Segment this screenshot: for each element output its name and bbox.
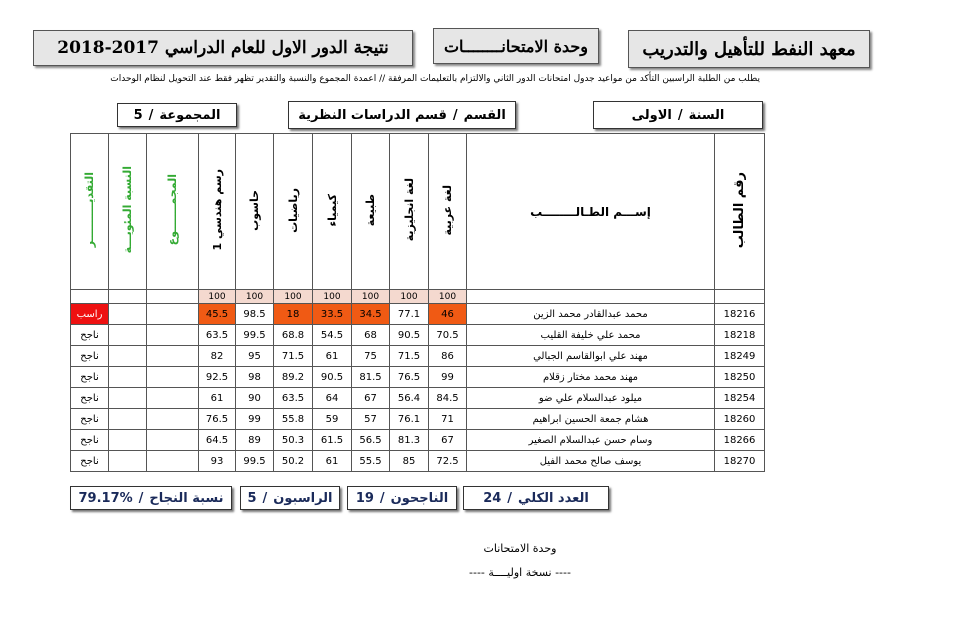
mark-cell: 89 bbox=[236, 430, 274, 451]
max-empty bbox=[715, 290, 765, 304]
mark-cell: 99 bbox=[429, 367, 467, 388]
total-header-text: المجمـــــــوع bbox=[166, 174, 179, 246]
department-box bbox=[288, 101, 516, 129]
total-count-sep: / bbox=[507, 490, 513, 506]
max-marks-row bbox=[71, 290, 765, 304]
student-no-cell: 18249 bbox=[715, 346, 765, 367]
max-empty bbox=[467, 290, 715, 304]
exam-unit-title-text: وحدة الامتحانــــــــات bbox=[443, 36, 589, 56]
status-cell: ناجح bbox=[71, 409, 109, 430]
pass-rate-value: 79.17% bbox=[78, 490, 133, 506]
mark-cell: 61 bbox=[313, 346, 352, 367]
grade-header bbox=[71, 134, 109, 290]
total-cell bbox=[147, 430, 199, 451]
mark-cell: 55.5 bbox=[352, 451, 390, 472]
mark-cell: 50.2 bbox=[274, 451, 313, 472]
mark-cell: 61.5 bbox=[313, 430, 352, 451]
percentage-cell bbox=[109, 346, 147, 367]
student-name-cell: مهند محمد مختار زقلام bbox=[467, 367, 715, 388]
student-no-cell: 18260 bbox=[715, 409, 765, 430]
failed-count-value: 5 bbox=[247, 490, 257, 506]
mark-cell: 67 bbox=[429, 430, 467, 451]
failed-count-sep: / bbox=[262, 490, 268, 506]
subject-header-text: رسم هندسي 1 bbox=[210, 169, 224, 251]
result-title-text: نتيجة الدور الاول للعام الدراسي 2017-2018 bbox=[57, 38, 389, 58]
header-row bbox=[71, 134, 765, 290]
percentage-cell bbox=[109, 451, 147, 472]
mark-cell: 82 bbox=[199, 346, 236, 367]
institute-title-text: معهد النفط للتأهيل والتدريب bbox=[642, 38, 856, 60]
status-cell: ناجح bbox=[71, 388, 109, 409]
dept-value: قسم الدراسات النظرية bbox=[298, 107, 447, 123]
notice-text: يطلب من الطلبة الراسبين التأكد من مواعيد جدول امتحانات الدور الثاني والالتزام بالتعليمات المرفقة // اعمدة المجموع والنسبة والتقدير تظهر فقط عند التحويل لنظام الوحدات bbox=[110, 74, 760, 84]
mark-cell: 64.5 bbox=[199, 430, 236, 451]
group-label: المجموعة bbox=[159, 107, 221, 123]
group-box bbox=[117, 103, 237, 127]
mark-cell: 71 bbox=[429, 409, 467, 430]
result-title bbox=[33, 30, 413, 66]
pass-rate-label: نسبة النجاح bbox=[149, 490, 224, 506]
total-count-box bbox=[463, 486, 609, 510]
passed-count-label: الناجحون bbox=[390, 490, 449, 506]
passed-count-box bbox=[347, 486, 457, 510]
results-table bbox=[70, 133, 765, 472]
mark-cell: 85 bbox=[390, 451, 429, 472]
passed-count-sep: / bbox=[379, 490, 385, 506]
student-no-cell: 18216 bbox=[715, 304, 765, 325]
max-mark: 100 bbox=[352, 290, 390, 304]
subject-header bbox=[274, 134, 313, 290]
mark-cell: 84.5 bbox=[429, 388, 467, 409]
mark-cell: 61 bbox=[199, 388, 236, 409]
subject-header bbox=[429, 134, 467, 290]
max-empty bbox=[71, 290, 109, 304]
mark-cell: 34.5 bbox=[352, 304, 390, 325]
passed-count-value: 19 bbox=[355, 490, 374, 506]
table-row bbox=[71, 346, 765, 367]
status-cell: ناجح bbox=[71, 325, 109, 346]
group-sep: / bbox=[148, 107, 154, 123]
student-no-cell: 18250 bbox=[715, 367, 765, 388]
student-no-cell: 18266 bbox=[715, 430, 765, 451]
subject-header-text: حاسوب bbox=[248, 189, 261, 231]
mark-cell: 33.5 bbox=[313, 304, 352, 325]
subject-header-text: لغة انجليزية bbox=[402, 178, 416, 242]
max-mark: 100 bbox=[390, 290, 429, 304]
mark-cell: 81.3 bbox=[390, 430, 429, 451]
year-value: الاولى bbox=[631, 107, 672, 123]
mark-cell: 95 bbox=[236, 346, 274, 367]
total-cell bbox=[147, 388, 199, 409]
mark-cell: 46 bbox=[429, 304, 467, 325]
subject-header bbox=[236, 134, 274, 290]
mark-cell: 92.5 bbox=[199, 367, 236, 388]
mark-cell: 54.5 bbox=[313, 325, 352, 346]
mark-cell: 63.5 bbox=[199, 325, 236, 346]
subject-header bbox=[199, 134, 236, 290]
mark-cell: 90.5 bbox=[390, 325, 429, 346]
mark-cell: 86 bbox=[429, 346, 467, 367]
table-row bbox=[71, 367, 765, 388]
total-cell bbox=[147, 304, 199, 325]
percentage-header bbox=[109, 134, 147, 290]
failed-count-box bbox=[240, 486, 340, 510]
student-no-cell: 18254 bbox=[715, 388, 765, 409]
max-empty bbox=[147, 290, 199, 304]
table-row bbox=[71, 451, 765, 472]
percentage-cell bbox=[109, 409, 147, 430]
subject-header-text: رياضيات bbox=[286, 187, 300, 233]
percentage-cell bbox=[109, 388, 147, 409]
max-empty bbox=[109, 290, 147, 304]
total-cell bbox=[147, 367, 199, 388]
max-mark: 100 bbox=[274, 290, 313, 304]
mark-cell: 45.5 bbox=[199, 304, 236, 325]
student-name-cell: مهند علي ابوالقاسم الجبالي bbox=[467, 346, 715, 367]
mark-cell: 77.1 bbox=[390, 304, 429, 325]
mark-cell: 68.8 bbox=[274, 325, 313, 346]
pass-rate-sep: / bbox=[138, 490, 144, 506]
mark-cell: 57 bbox=[352, 409, 390, 430]
table-row bbox=[71, 388, 765, 409]
mark-cell: 63.5 bbox=[274, 388, 313, 409]
mark-cell: 98 bbox=[236, 367, 274, 388]
mark-cell: 89.2 bbox=[274, 367, 313, 388]
student-name-cell: ميلود عبدالسلام علي ضو bbox=[467, 388, 715, 409]
mark-cell: 90 bbox=[236, 388, 274, 409]
subject-header bbox=[390, 134, 429, 290]
mark-cell: 67 bbox=[352, 388, 390, 409]
mark-cell: 76.5 bbox=[199, 409, 236, 430]
subject-header-text: طبيعة bbox=[364, 193, 377, 227]
status-cell: ناجح bbox=[71, 346, 109, 367]
grade-header-text: التقديــــــــــر bbox=[83, 172, 96, 248]
mark-cell: 18 bbox=[274, 304, 313, 325]
total-count-value: 24 bbox=[483, 490, 502, 506]
mark-cell: 64 bbox=[313, 388, 352, 409]
total-cell bbox=[147, 409, 199, 430]
year-sep: / bbox=[677, 107, 683, 123]
max-mark: 100 bbox=[199, 290, 236, 304]
mark-cell: 99 bbox=[236, 409, 274, 430]
max-mark: 100 bbox=[429, 290, 467, 304]
student-name-cell: يوسف صالح محمد الفيل bbox=[467, 451, 715, 472]
student-no-cell: 18270 bbox=[715, 451, 765, 472]
failed-count-label: الراسبون bbox=[273, 490, 333, 506]
mark-cell: 71.5 bbox=[274, 346, 313, 367]
subject-header bbox=[313, 134, 352, 290]
total-cell bbox=[147, 451, 199, 472]
total-cell bbox=[147, 346, 199, 367]
student-name-cell: محمد علي خليفة القليب bbox=[467, 325, 715, 346]
mark-cell: 90.5 bbox=[313, 367, 352, 388]
mark-cell: 61 bbox=[313, 451, 352, 472]
student-name-cell: محمد عبدالقادر محمد الزين bbox=[467, 304, 715, 325]
year-label: السنة bbox=[688, 107, 725, 123]
table-row bbox=[71, 430, 765, 451]
mark-cell: 68 bbox=[352, 325, 390, 346]
year-box bbox=[593, 101, 763, 129]
subject-header-text: لغة عربية bbox=[441, 184, 454, 236]
pass-rate-box bbox=[70, 486, 232, 510]
mark-cell: 72.5 bbox=[429, 451, 467, 472]
percentage-header-text: النسبة المئويـــة bbox=[121, 166, 134, 254]
mark-cell: 76.1 bbox=[390, 409, 429, 430]
footer-copy: ---- نسخة اوليــــة ---- bbox=[469, 566, 571, 579]
mark-cell: 70.5 bbox=[429, 325, 467, 346]
max-mark: 100 bbox=[236, 290, 274, 304]
mark-cell: 93 bbox=[199, 451, 236, 472]
status-cell: ناجح bbox=[71, 430, 109, 451]
student-name-cell: وسام حسن عبدالسلام الصغير bbox=[467, 430, 715, 451]
mark-cell: 76.5 bbox=[390, 367, 429, 388]
subject-header bbox=[352, 134, 390, 290]
status-cell: ناجح bbox=[71, 451, 109, 472]
table-row bbox=[71, 409, 765, 430]
student-no-cell: 18218 bbox=[715, 325, 765, 346]
student-rows bbox=[71, 304, 765, 472]
dept-sep: / bbox=[452, 107, 458, 123]
dept-label: القسم bbox=[463, 107, 506, 123]
percentage-cell bbox=[109, 367, 147, 388]
total-cell bbox=[147, 325, 199, 346]
group-value: 5 bbox=[133, 107, 143, 123]
total-header bbox=[147, 134, 199, 290]
mark-cell: 55.8 bbox=[274, 409, 313, 430]
student-no-header bbox=[715, 134, 765, 290]
percentage-cell bbox=[109, 325, 147, 346]
mark-cell: 56.4 bbox=[390, 388, 429, 409]
mark-cell: 99.5 bbox=[236, 451, 274, 472]
mark-cell: 56.5 bbox=[352, 430, 390, 451]
student-name-header bbox=[467, 134, 715, 290]
student-no-header-text: رقم الطالب bbox=[732, 171, 747, 249]
mark-cell: 81.5 bbox=[352, 367, 390, 388]
total-count-label: العدد الكلي bbox=[518, 490, 589, 506]
mark-cell: 71.5 bbox=[390, 346, 429, 367]
max-mark: 100 bbox=[313, 290, 352, 304]
table-row bbox=[71, 325, 765, 346]
percentage-cell bbox=[109, 304, 147, 325]
exam-unit-title bbox=[433, 28, 599, 64]
mark-cell: 59 bbox=[313, 409, 352, 430]
mark-cell: 99.5 bbox=[236, 325, 274, 346]
status-cell: راسب bbox=[71, 304, 109, 325]
mark-cell: 98.5 bbox=[236, 304, 274, 325]
student-name-cell: هشام جمعة الحسين ابراهيم bbox=[467, 409, 715, 430]
student-name-header-text: إســـم الطـالــــــــب bbox=[530, 204, 651, 219]
footer-unit: وحدة الامتحانات bbox=[483, 542, 557, 555]
institute-title bbox=[628, 30, 870, 68]
status-cell: ناجح bbox=[71, 367, 109, 388]
mark-cell: 75 bbox=[352, 346, 390, 367]
subject-header-text: كيمياء bbox=[325, 193, 339, 227]
table-row bbox=[71, 304, 765, 325]
percentage-cell bbox=[109, 430, 147, 451]
mark-cell: 50.3 bbox=[274, 430, 313, 451]
